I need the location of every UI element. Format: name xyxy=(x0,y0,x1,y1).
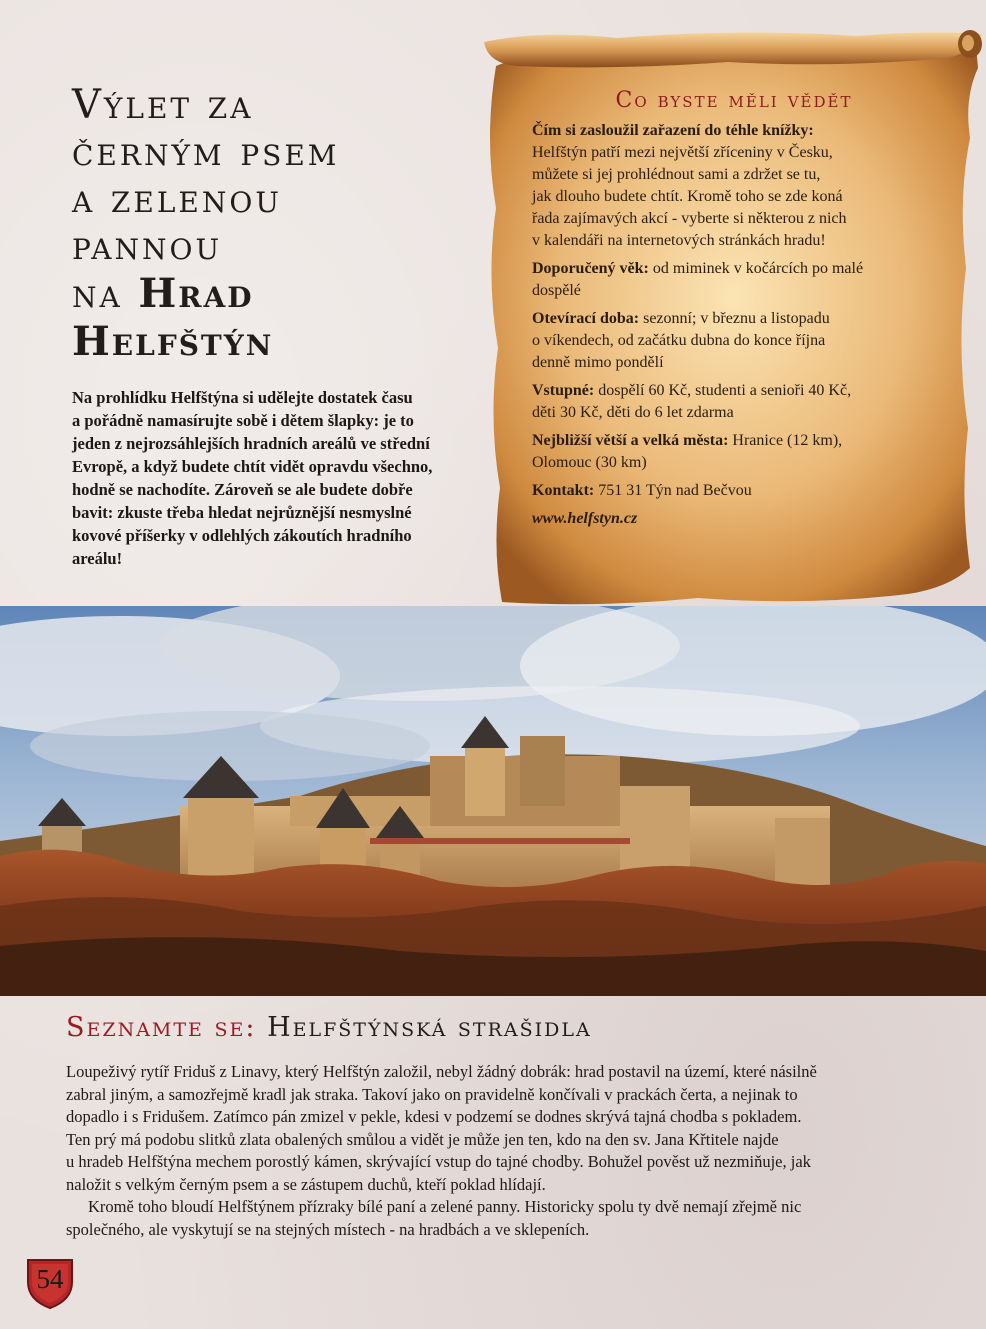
info-age-value: dospělé xyxy=(532,282,581,299)
story-line: zabral jiným, a samozřejmě kradl jak straka. Takoví jako on pravidelně končívali v prackách čerta, a nejinak to xyxy=(66,1084,798,1104)
intro-line: kovové příšerky v odlehlých zákoutích hradního xyxy=(72,526,412,545)
title-line xyxy=(72,270,462,318)
info-cities xyxy=(532,430,952,474)
info-fee-label: Vstupné: xyxy=(532,382,595,399)
info-cities-value: Hranice (12 km), xyxy=(728,432,843,449)
title-line: černým psem xyxy=(72,129,340,175)
info-why-line: Helfštýn patří mezi největší zříceniny v Česku, xyxy=(532,144,833,161)
intro-line: hodně se nachodíte. Zároveň se ale budete dobře xyxy=(72,480,413,499)
info-cities-value: Olomouc (30 km) xyxy=(532,454,647,471)
intro-line: Na prohlídku Helfštýna si udělejte dostatek času xyxy=(72,388,413,407)
info-hours-label: Otevírací doba: xyxy=(532,310,640,327)
castle-landscape-icon xyxy=(0,606,986,996)
info-cities-label: Nejbližší větší a velká města: xyxy=(532,432,729,449)
intro-line: bavit: zkuste třeba hledat nejrůznější nesmyslné xyxy=(72,503,412,522)
info-hours xyxy=(532,308,952,374)
intro-line: jeden z nejrozsáhlejších hradních areálů ve střední xyxy=(72,434,430,453)
info-contact-value: 751 31 Týn nad Bečvou xyxy=(594,482,752,499)
story-text xyxy=(66,1061,946,1241)
info-why xyxy=(532,120,952,252)
story-line: Ten prý má podobu slitků zlata obalených smůlou a vidět je může jen ten, kdo na den sv. Jana Křtitele najde xyxy=(66,1129,779,1149)
info-hours-value: sezonní; v březnu a listopadu xyxy=(639,310,830,327)
page-number-badge xyxy=(22,1254,78,1310)
info-fee-value: děti 30 Kč, děti do 6 let zdarma xyxy=(532,404,734,421)
info-age-value: od miminek v kočárcích po malé xyxy=(648,260,864,277)
intro-line: Evropě, a když budete chtít vidět opravdu všechno, xyxy=(72,457,433,476)
info-why-line: můžete si jej prohlédnout sami a zdržet se tu, xyxy=(532,166,821,183)
info-contact-label: Kontakt: xyxy=(532,482,595,499)
story-line: naložit s velkým černým psem a se zástupem duchů, kteří poklad hlídají. xyxy=(66,1174,546,1194)
intro-paragraph xyxy=(72,386,472,570)
title-line: pannou xyxy=(72,223,223,269)
section-title xyxy=(66,1012,592,1043)
castle-photo xyxy=(0,606,986,996)
info-why-line: jak dlouho budete chtít. Kromě toho se zde koná xyxy=(532,188,843,205)
info-hours-value: o víkendech, od začátku dubna do konce října xyxy=(532,332,826,349)
website-link[interactable]: www.helfstyn.cz xyxy=(532,510,638,527)
info-contact xyxy=(532,480,952,502)
title-bold-hrad: Hrad xyxy=(138,270,254,317)
title-line: Výlet za xyxy=(72,82,254,128)
section-title-dark: Helfštýnská strašidla xyxy=(256,1012,592,1043)
info-why-label: Čím si zasloužil zařazení do téhle knížky: xyxy=(532,122,814,139)
intro-line: areálu! xyxy=(72,549,123,568)
story-line: společného, ale vyskytují se na stejných místech - na hradbách a ve sklepeních. xyxy=(66,1219,590,1239)
info-scroll xyxy=(478,28,983,608)
section-title-red: Seznamte se: xyxy=(66,1012,257,1043)
info-why-line: řada zajímavých akcí - vyberte si některou z nich xyxy=(532,210,847,227)
story-line: Kromě toho bloudí Helfštýnem přízraky bílé paní a zelené panny. Historicky spolu ty dvě nemají zřejmě nic xyxy=(88,1197,802,1216)
title-prefix: na xyxy=(72,271,139,317)
title-line: a zelenou xyxy=(72,176,282,222)
info-age xyxy=(532,258,952,302)
page-title xyxy=(72,82,462,366)
info-age-label: Doporučený věk: xyxy=(532,260,649,277)
title-bold-name: Helfštýn xyxy=(72,318,274,365)
story-line: dopadlo i s Fridušem. Zatímco pán zmizel v pekle, kdesi v podzemí se dodnes skrývá tajná chodba s pokladem. xyxy=(66,1107,802,1126)
intro-line: a pořádně namasírujte sobě i dětem šlapky: je to xyxy=(72,411,414,430)
info-heading: Co byste měli vědět xyxy=(615,88,853,113)
info-fee xyxy=(532,380,952,424)
story-line: Loupeživý rytíř Friduš z Linavy, který Helfštýn založil, nebyl žádný dobrák: hrad postavil na území, které násilně xyxy=(66,1062,817,1081)
info-content xyxy=(532,90,952,536)
info-fee-value: dospělí 60 Kč, studenti a senioři 40 Kč, xyxy=(594,382,852,399)
page-number: 54 xyxy=(36,1264,64,1294)
title-line xyxy=(72,318,462,366)
story-line: u hradeb Helfštýna mechem porostlý kámen, skrývající vstup do tajné chodby. Bohužel pověst už nezmiňuje, jak xyxy=(66,1152,811,1171)
info-hours-value: denně mimo pondělí xyxy=(532,354,664,371)
info-why-line: v kalendáři na internetových stránkách hradu! xyxy=(532,232,826,249)
